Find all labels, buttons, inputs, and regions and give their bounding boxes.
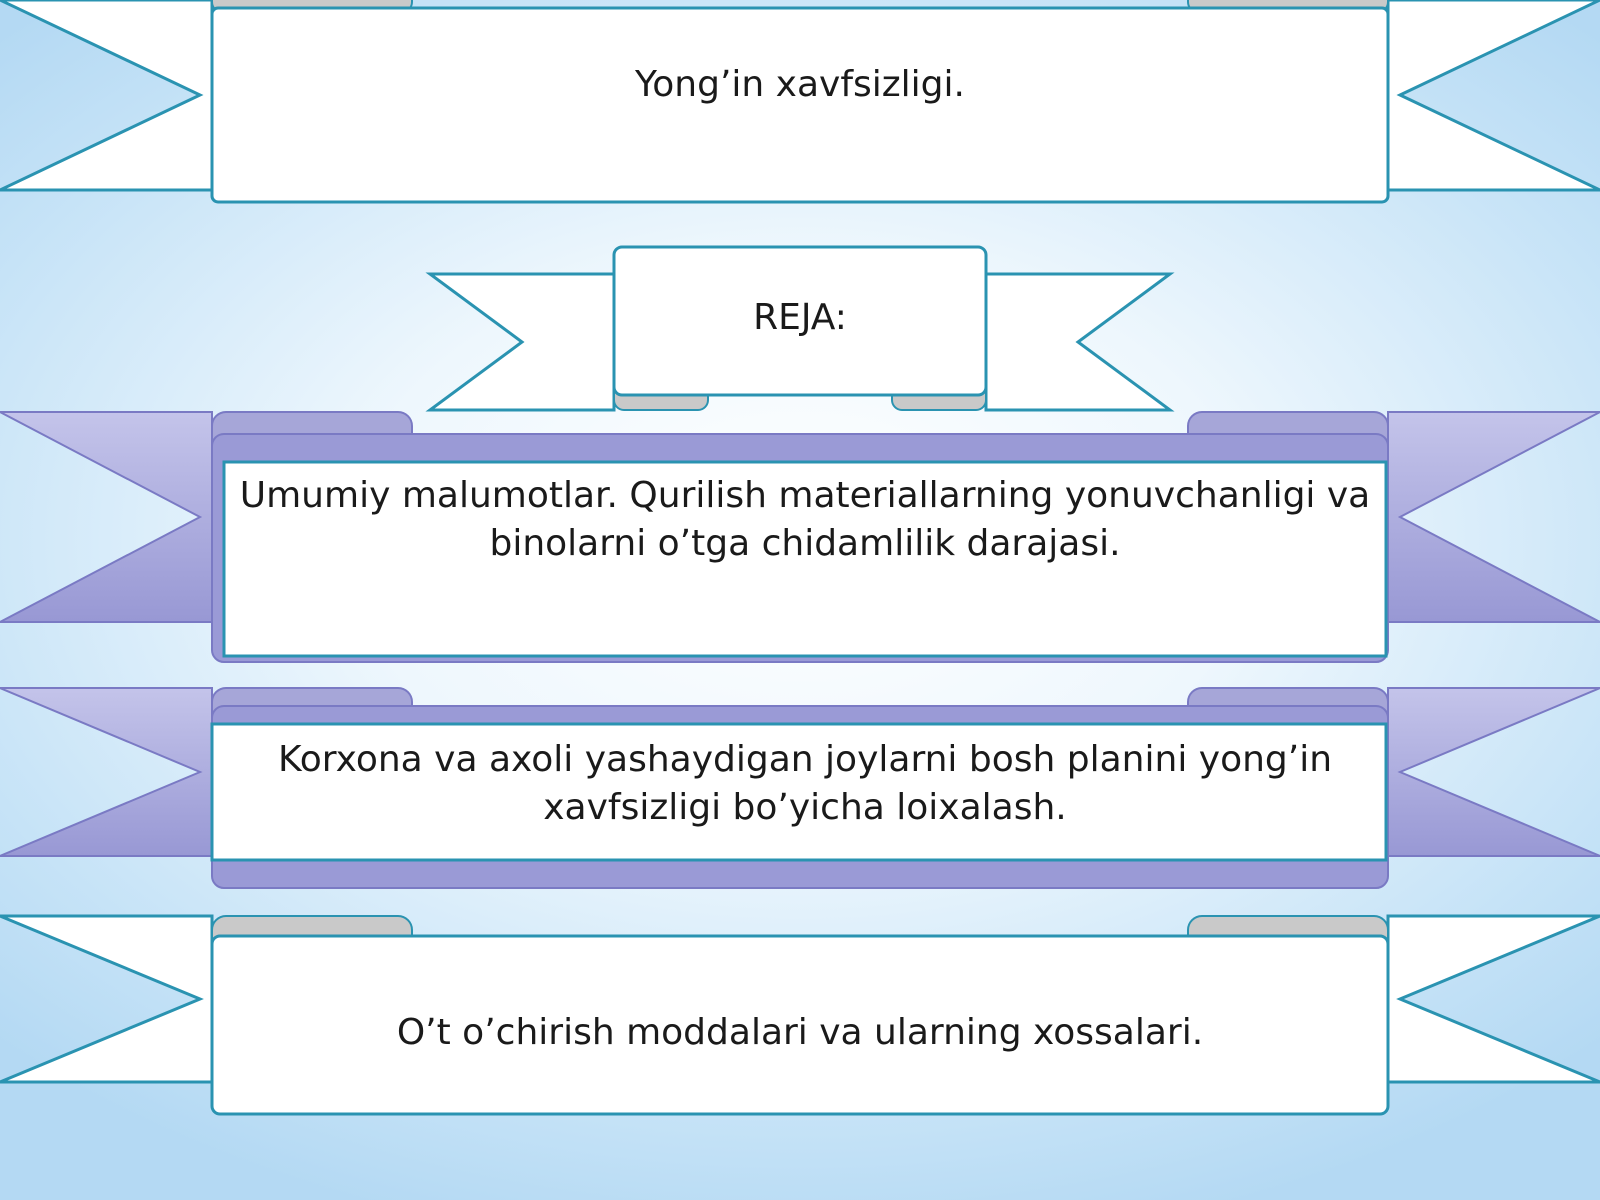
ribbon-tail-right <box>986 274 1170 410</box>
plan-item-3: O’t o’chirish moddalari va ularning xossalari. <box>396 1012 1204 1053</box>
plan-item-1: Umumiy malumotlar. Qurilish materiallarning yonuvchanligi va binolarni o’tga chidamlilik darajasi. <box>239 475 1371 564</box>
ribbon-tail-right <box>1388 916 1600 1082</box>
ribbon-tail-right <box>1388 0 1600 190</box>
ribbon-tail-left <box>0 0 212 190</box>
ribbon-tail-right <box>1388 412 1600 622</box>
plan-heading: REJA: <box>753 297 847 338</box>
ribbon-tail-left <box>0 412 212 622</box>
ribbon-tail-left <box>430 274 614 410</box>
slide-title: Yong’in xavfsizligi. <box>635 64 965 105</box>
ribbon-tail-left <box>0 688 212 856</box>
plan-item-2: Korxona va axoli yashaydigan joylarni bosh planini yong’in xavfsizligi bo’yicha loixalash. <box>277 739 1333 828</box>
ribbon-tail-right <box>1388 688 1600 856</box>
ribbon-tail-left <box>0 916 212 1082</box>
